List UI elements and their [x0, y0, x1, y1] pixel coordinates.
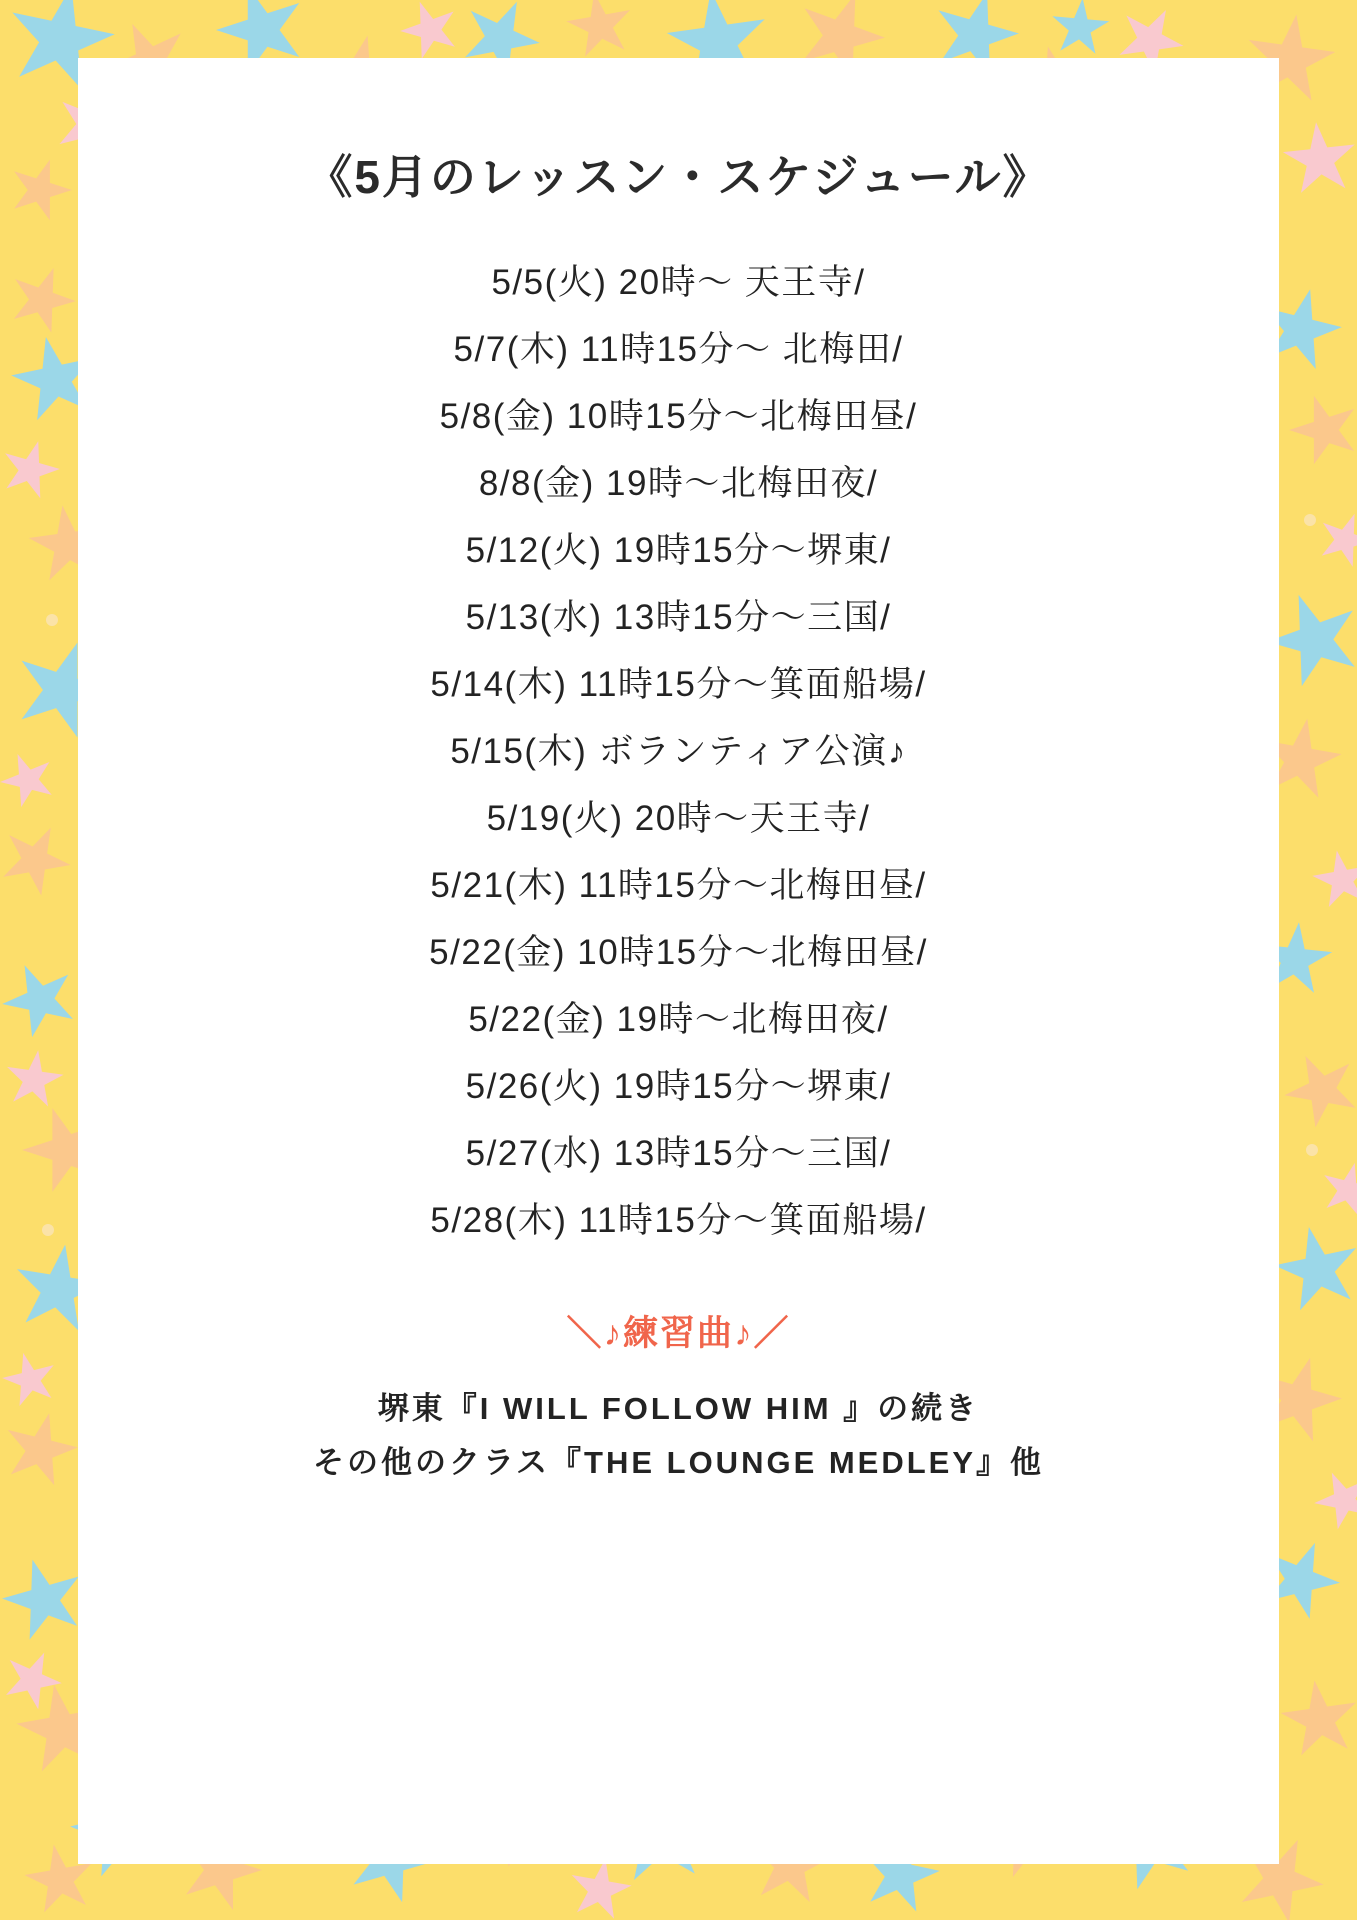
list-item: 5/22(金) 10時15分〜北梅田昼/: [429, 933, 928, 973]
list-item: 5/22(金) 19時〜北梅田夜/: [468, 1000, 889, 1040]
list-item: 5/12(火) 19時15分〜堺東/: [465, 531, 892, 571]
lesson-schedule-list: [78, 249, 1279, 1254]
practice-songs-list: [78, 1382, 1279, 1491]
song-line: 堺東『I WILL FOLLOW HIM 』の続き: [377, 1391, 980, 1427]
list-item: 5/27(水) 13時15分〜三国/: [465, 1134, 892, 1174]
list-item: 5/5(火) 20時〜 天王寺/: [491, 263, 866, 303]
list-item: 5/19(火) 20時〜天王寺/: [486, 799, 871, 839]
list-item: 5/14(木) 11時15分〜箕面船場/: [430, 665, 927, 705]
content-card: [78, 58, 1279, 1864]
list-item: 5/28(木) 11時15分〜箕面船場/: [430, 1201, 927, 1241]
list-item: 5/15(木) ボランティア公演♪: [450, 732, 907, 772]
poster-content: [78, 58, 1279, 1491]
list-item: 5/13(水) 13時15分〜三国/: [465, 598, 892, 638]
list-item: 5/7(木) 11時15分〜 北梅田/: [453, 330, 904, 370]
song-line: その他のクラス『THE LOUNGE MEDLEY』他: [312, 1445, 1045, 1481]
page-title: 《5月のレッスン・スケジュール》: [306, 151, 1051, 203]
list-item: 5/21(木) 11時15分〜北梅田昼/: [430, 866, 927, 906]
list-item: 5/26(火) 19時15分〜堺東/: [465, 1067, 892, 1107]
practice-songs-heading: ＼♪練習曲♪／: [566, 1314, 791, 1354]
list-item: 8/8(金) 19時〜北梅田夜/: [478, 464, 879, 504]
list-item: 5/8(金) 10時15分〜北梅田昼/: [439, 397, 918, 437]
